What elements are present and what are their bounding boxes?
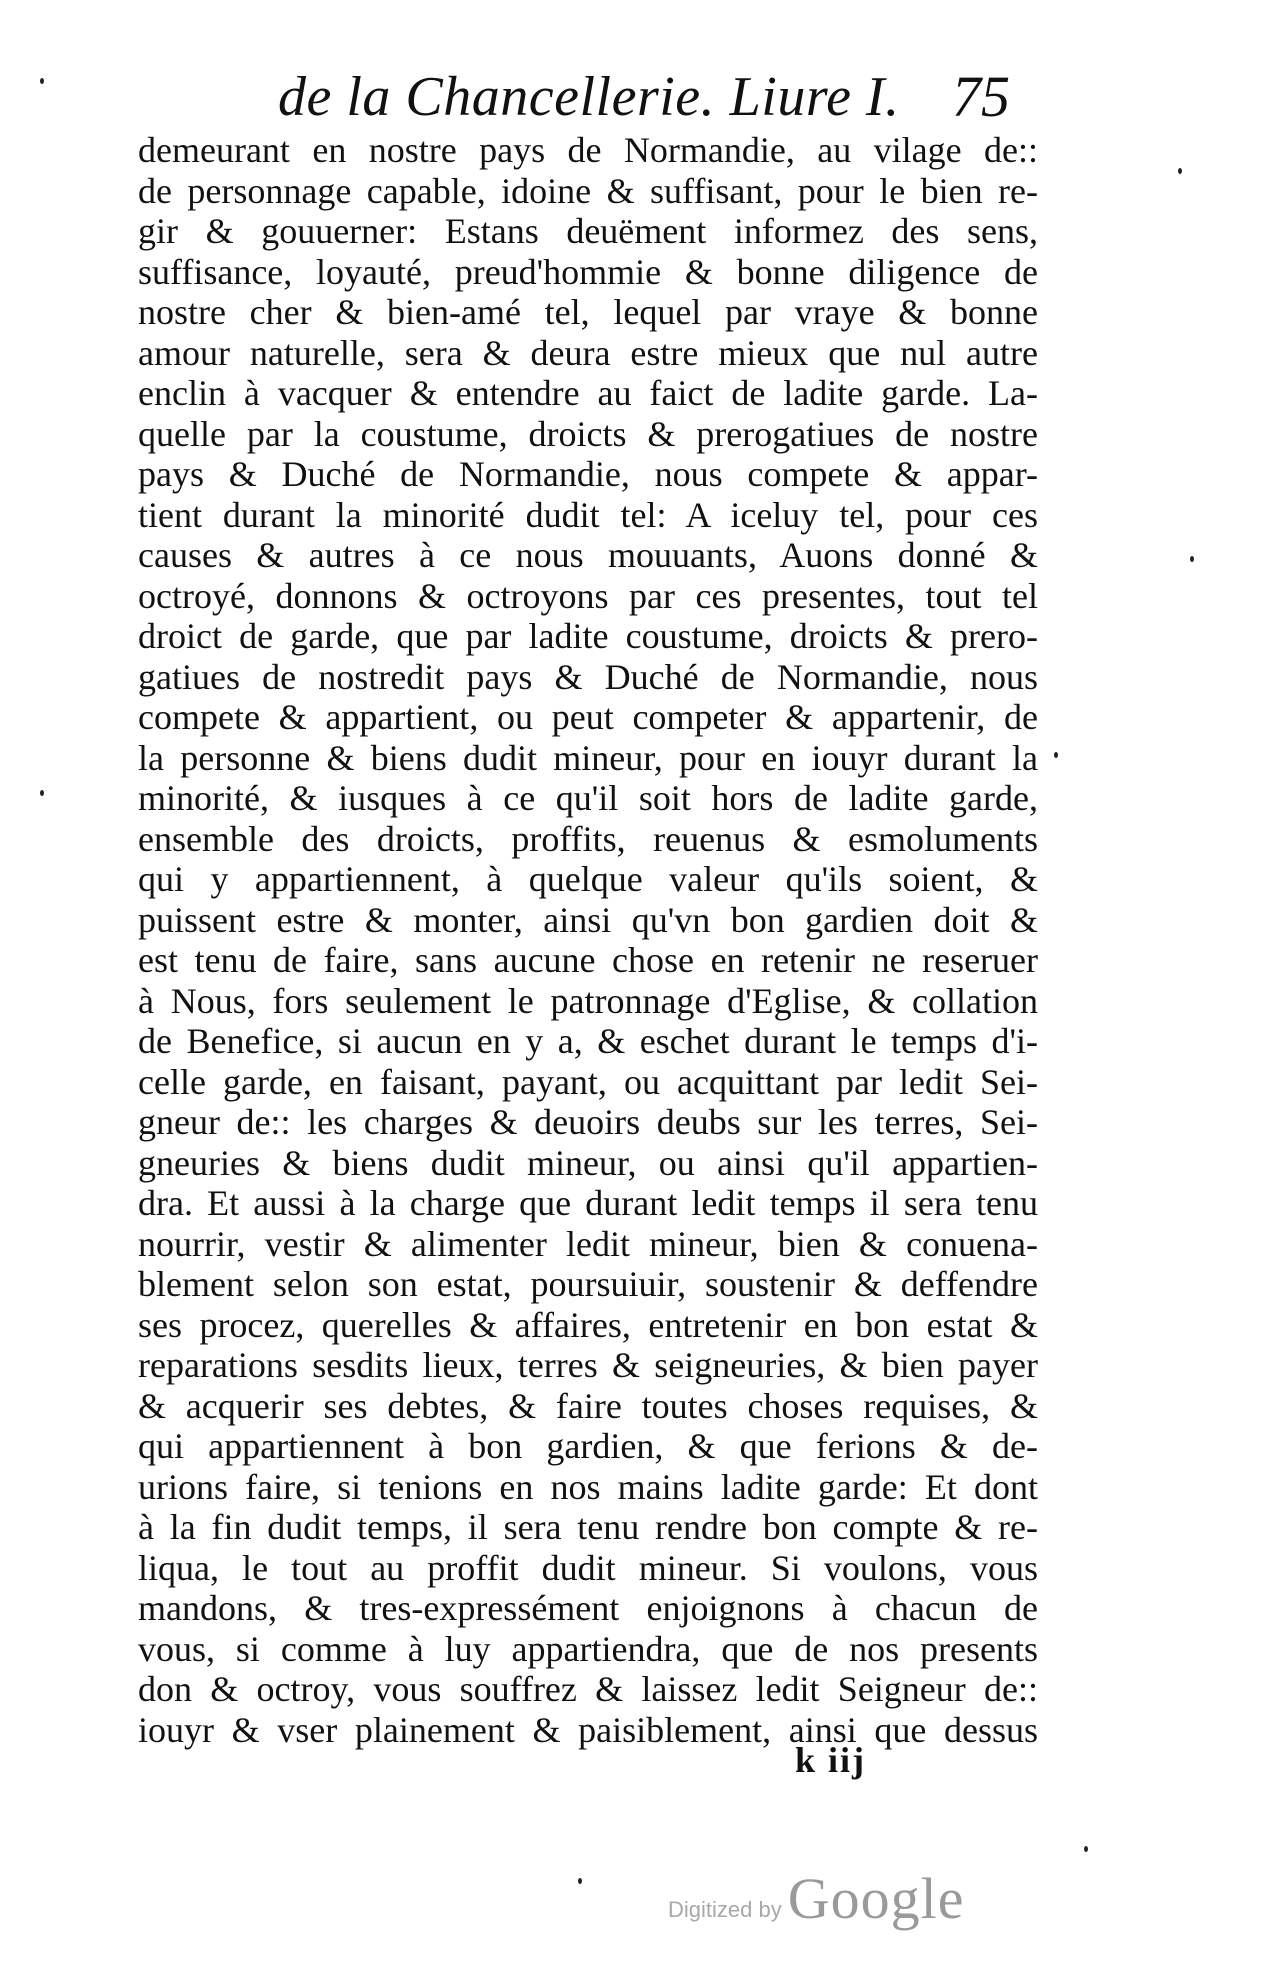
running-title: de la Chancellerie. Liure I.: [278, 66, 900, 128]
text-line: compete & appartient, ou peut competer & appartenir, de: [138, 697, 1038, 737]
page-number: 75: [952, 64, 1010, 129]
text-line: vous, si comme à luy appartiendra, que de nos presents: [138, 1628, 1038, 1669]
text-line: nourrir, vestir & alimenter ledit mineur, bien & conuena-: [138, 1223, 1038, 1264]
text-line: reparations sesdits lieux, terres & seigneuries, & bien payer: [138, 1345, 1038, 1385]
text-line: gneur de:: les charges & deuoirs deubs sur les terres, Sei-: [138, 1102, 1038, 1142]
text-line: gir & gouuerner: Estans deuëment informez des sens,: [138, 211, 1038, 251]
scan-speck: [1084, 1846, 1088, 1852]
text-line: puissent estre & monter, ainsi qu'vn bon gardien doit &: [138, 899, 1038, 940]
body-text: [138, 130, 1038, 1750]
watermark-prefix: Digitized by: [668, 1897, 782, 1922]
signature-mark: k iij: [795, 1740, 867, 1780]
text-line: à Nous, fors seulement le patronnage d'Eglise, & collation: [138, 980, 1038, 1021]
text-line: gatiues de nostredit pays & Duché de Normandie, nous: [138, 656, 1038, 697]
text-line: à la fin dudit temps, il sera tenu rendre bon compte & re-: [138, 1507, 1038, 1547]
text-line: celle garde, en faisant, payant, ou acquittant par ledit Sei-: [138, 1061, 1038, 1102]
text-line: blement selon son estat, poursuiuir, soustenir & deffendre: [138, 1264, 1038, 1304]
text-line: mandons, & tres-expressément enjoignons à chacun de: [138, 1588, 1038, 1628]
text-line: minorité, & iusques à ce qu'il soit hors de ladite garde,: [138, 778, 1038, 818]
text-line: don & octroy, vous souffrez & laissez ledit Seigneur de::: [138, 1669, 1038, 1709]
text-line: est tenu de faire, sans aucune chose en retenir ne reseruer: [138, 940, 1038, 980]
text-line: qui appartiennent à bon gardien, & que ferions & de-: [138, 1426, 1038, 1466]
scan-speck: [40, 78, 44, 84]
text-line: nostre cher & bien-amé tel, lequel par vraye & bonne: [138, 292, 1038, 332]
text-line: ses procez, querelles & affaires, entretenir en bon estat &: [138, 1304, 1038, 1345]
text-line: octroyé, donnons & octroyons par ces presentes, tout tel: [138, 575, 1038, 616]
text-line: enclin à vacquer & entendre au faict de ladite garde. La-: [138, 373, 1038, 413]
text-line: liqua, le tout au proffit dudit mineur. Si voulons, vous: [138, 1547, 1038, 1588]
scan-speck: [1190, 556, 1194, 562]
text-line: quelle par la coustume, droicts & prerogatiues de nostre: [138, 413, 1038, 454]
text-line: ensemble des droicts, proffits, reuenus & esmoluments: [138, 818, 1038, 859]
text-line: causes & autres à ce nous mouuants, Auons donné &: [138, 535, 1038, 575]
text-line: tient durant la minorité dudit tel: A iceluy tel, pour ces: [138, 494, 1038, 535]
text-line: de Benefice, si aucun en y a, & eschet durant le temps d'i-: [138, 1021, 1038, 1061]
text-line: qui y appartiennent, à quelque valeur qu'ils soient, &: [138, 859, 1038, 899]
text-line: la personne & biens dudit mineur, pour en iouyr durant la: [138, 737, 1038, 778]
text-line: de personnage capable, idoine & suffisant, pour le bien re-: [138, 170, 1038, 211]
text-line: & acquerir ses debtes, & faire toutes choses requises, &: [138, 1385, 1038, 1426]
text-line: suffisance, loyauté, preud'hommie & bonne diligence de: [138, 251, 1038, 292]
scan-speck: [40, 790, 44, 796]
digitized-watermark: [668, 1860, 964, 1930]
text-line: droict de garde, que par ladite coustume, droicts & prero-: [138, 616, 1038, 656]
text-line: gneuries & biens dudit mineur, ou ainsi qu'il appartien-: [138, 1142, 1038, 1183]
text-line: iouyr & vser plainement & paisiblement, ainsi que dessus: [138, 1709, 1038, 1750]
text-line: pays & Duché de Normandie, nous compete & appar-: [138, 454, 1038, 494]
text-line: urions faire, si tenions en nos mains ladite garde: Et dont: [138, 1466, 1038, 1507]
watermark-logo: Google: [787, 1866, 965, 1931]
scan-speck: [1054, 752, 1058, 758]
text-line: demeurant en nostre pays de Normandie, au vilage de::: [138, 130, 1038, 170]
scan-speck: [578, 1878, 582, 1884]
scan-speck: [1178, 168, 1182, 174]
text-line: amour naturelle, sera & deura estre mieux que nul autre: [138, 332, 1038, 373]
text-line: dra. Et aussi à la charge que durant ledit temps il sera tenu: [138, 1183, 1038, 1223]
